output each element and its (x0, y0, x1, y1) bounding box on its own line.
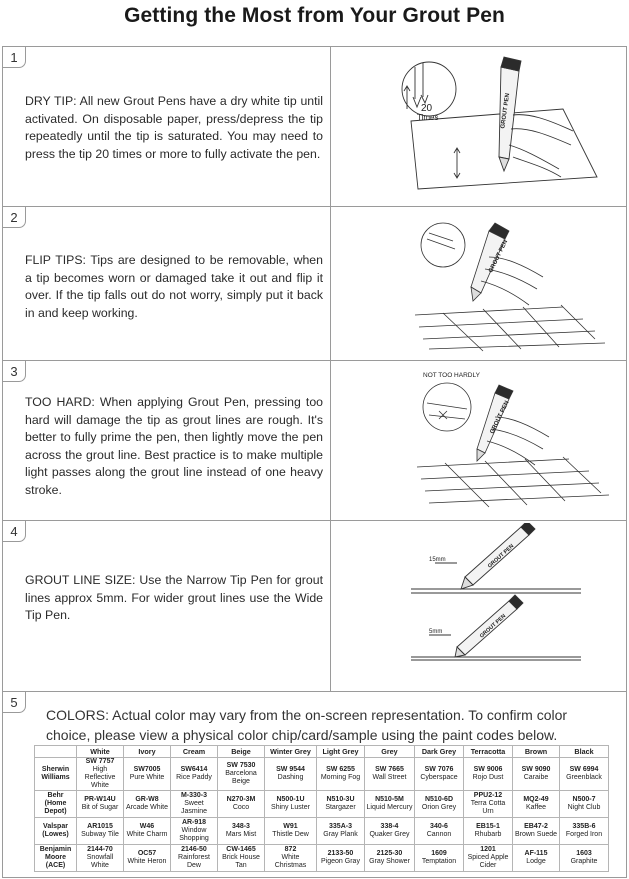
paint-code-cell (77, 758, 124, 791)
paint-code-cell (218, 758, 265, 791)
paint-color-name: Subway Tile (81, 831, 119, 838)
paint-code: N270-3M (226, 796, 256, 803)
paint-code-cell (265, 758, 317, 791)
press-unit: Times (417, 113, 439, 122)
paint-code: PR-W14U (84, 796, 116, 803)
narrow-size-label: 5mm (429, 629, 443, 635)
paint-code-cell (124, 845, 171, 872)
pen-label: GROUT PEN (489, 400, 511, 435)
paint-color-name: Window Shopping (179, 827, 209, 842)
paint-code: SW 7530 (226, 762, 256, 769)
table-row (35, 818, 609, 845)
paint-code: SW 6255 (326, 766, 355, 773)
table-row (35, 758, 609, 791)
paint-code-cell (365, 758, 415, 791)
paint-color-name: Stargazer (325, 804, 356, 811)
paint-color-name: White Heron (127, 858, 167, 865)
paint-code: N500-1U (276, 796, 305, 803)
paint-code: AR1015 (87, 823, 113, 830)
paint-color-name: Lodge (526, 858, 546, 865)
paint-code-cell (77, 818, 124, 845)
column-header: Cream (171, 746, 218, 758)
paint-code-cell (513, 758, 560, 791)
column-header: Terracotta (464, 746, 513, 758)
paint-color-name: Graphite (570, 858, 598, 865)
paint-color-name: Brick House Tan (222, 854, 260, 869)
paint-code: AR-918 (181, 819, 207, 826)
paint-code-cell (317, 791, 365, 818)
paint-code-cell (77, 791, 124, 818)
paint-code-cell (415, 791, 464, 818)
paint-code-cell (124, 818, 171, 845)
paint-code-cell (317, 845, 365, 872)
paint-code: 1603 (576, 850, 592, 857)
paint-code-cell (171, 818, 218, 845)
paint-code-cell (317, 758, 365, 791)
paint-code-cell (513, 791, 560, 818)
paint-color-name: Pigeon Gray (321, 858, 360, 865)
paint-code: N500-7 (572, 796, 596, 803)
column-header: Dark Grey (415, 746, 464, 758)
paint-color-name: Gray Shower (369, 858, 410, 865)
brand-name-cell: Valspar (Lowes) (35, 818, 77, 845)
paint-code: 338-4 (380, 823, 399, 830)
paint-code-cell (124, 791, 171, 818)
wide-size-label: 15mm (429, 557, 446, 563)
section-divider (330, 207, 331, 360)
paint-code-cell (464, 845, 513, 872)
section-flip-tips (2, 206, 627, 361)
paint-code: W46 (139, 823, 155, 830)
section-grout-line-size (2, 520, 627, 692)
step-number: 1 (2, 46, 26, 68)
paint-color-name: Arcade White (125, 804, 169, 811)
paint-code: SW 7665 (375, 766, 404, 773)
paint-code-cell (415, 845, 464, 872)
paint-color-name: Rainforest Dew (178, 854, 210, 869)
paint-color-name: High Reflective White (84, 766, 116, 789)
paint-code: 1201 (480, 846, 496, 853)
section-dry-tip (2, 46, 627, 207)
paint-code-cell (218, 818, 265, 845)
pen-label: GROUT PEN (478, 613, 508, 640)
section-text: DRY TIP: All new Grout Pens have a dry white tip until activated. On disposable paper, press/depress the tip repeatedly until the tip is saturated. You may need to press the tip 20 times or more to fully activate the pen. (25, 94, 323, 161)
column-header: White (77, 746, 124, 758)
paint-code: M-330-3 (180, 792, 208, 799)
pen-label: GROUT PEN (488, 239, 510, 274)
paint-color-name: Bit of Sugar (81, 804, 119, 811)
flip-tips-illustration (333, 209, 625, 359)
paint-code: SW7005 (133, 766, 161, 773)
step-number: 4 (2, 520, 26, 542)
paint-code: 340-6 (430, 823, 448, 830)
paint-code-cell (218, 791, 265, 818)
step-number: 5 (2, 691, 26, 713)
section-text: TOO HARD: When applying Grout Pen, pressing too hard will damage the tip as grout lines are rough. It's better to fully prime the pen, then lightly move the pen across the grout line. Best practice is to make multiple light passes along the grout line instead of one heavy stroke. (25, 395, 323, 497)
paint-code-cell (513, 845, 560, 872)
column-header: Ivory (124, 746, 171, 758)
paint-code-cell (124, 758, 171, 791)
paint-code-cell (464, 791, 513, 818)
paint-color-name: Sweet Jasmine (180, 800, 208, 815)
brand-name-cell: Sherwin Williams (35, 758, 77, 791)
column-header: Black (560, 746, 609, 758)
column-header: Grey (365, 746, 415, 758)
paint-color-name: Rhubarb (474, 831, 502, 838)
paint-code: 335A-3 (329, 823, 352, 830)
paint-code-cell (171, 791, 218, 818)
paint-code-cell (365, 818, 415, 845)
paint-color-name: White Christmas (274, 854, 307, 869)
section-divider (330, 361, 331, 520)
paint-color-name: Terra Cotta Urn (470, 800, 506, 815)
paint-code-table (34, 745, 609, 872)
paint-code-cell (415, 758, 464, 791)
paint-color-name: Kaffee (525, 804, 547, 811)
paint-code: EB15-1 (476, 823, 500, 830)
paint-color-name: Shiny Luster (271, 804, 310, 811)
paint-code: 872 (284, 846, 297, 853)
section-too-hard (2, 360, 627, 521)
step-number: 3 (2, 360, 26, 382)
too-hard-illustration (333, 363, 625, 519)
section-divider (330, 47, 331, 206)
paint-code: 2146-50 (181, 846, 207, 853)
paint-code: 2125-30 (376, 850, 403, 857)
column-header: Brown (513, 746, 560, 758)
paint-color-name: Forged Iron (565, 831, 603, 838)
paint-code: N510-3U (326, 796, 355, 803)
paint-code-cell (560, 818, 609, 845)
paint-color-name: Dashing (277, 774, 304, 781)
paint-code-cell (560, 845, 609, 872)
paint-code-cell (365, 845, 415, 872)
paint-code: PPU2-12 (473, 792, 503, 799)
paint-code-cell (513, 818, 560, 845)
brand-name-cell: Benjamin Moore (ACE) (35, 845, 77, 872)
colors-text: COLORS: Actual color may vary from the on-screen representation. To confirm color choice, please view a physical color chip/card/sample using the paint codes below. (46, 707, 568, 743)
paint-code-cell (218, 845, 265, 872)
paint-code-cell (464, 758, 513, 791)
paint-code-cell (365, 791, 415, 818)
paint-color-name: Snowfall White (86, 854, 114, 869)
paint-code-cell (317, 818, 365, 845)
section-text: FLIP TIPS: Tips are designed to be removable, when a tip becomes worn or damaged take it out and flip it over. If the tip falls out do not worry, simply put it back in and keep working. (25, 253, 323, 320)
paint-code: SW 7757 (85, 758, 115, 765)
paint-color-name: Gray Plank (323, 831, 358, 838)
paint-color-name: Rice Paddy (176, 774, 212, 781)
paint-code: MQ2-49 (523, 796, 549, 803)
paint-color-name: Quaker Grey (369, 831, 410, 838)
paint-code-cell (560, 758, 609, 791)
paint-code: EB47-2 (524, 823, 548, 830)
paint-code-cell (560, 791, 609, 818)
paint-color-name: Liquid Mercury (366, 804, 413, 811)
paint-code-cell (265, 791, 317, 818)
warning-label: NOT TOO HARDLY (423, 372, 480, 379)
column-header: Winter Grey (265, 746, 317, 758)
paint-color-name: Cannon (426, 831, 452, 838)
section-text: GROUT LINE SIZE: Use the Narrow Tip Pen for grout lines approx 5mm. For wider grout lines use the Wide Tip Pen. (25, 573, 323, 623)
paint-color-name: Night Club (567, 804, 601, 811)
pen-label: GROUT PEN (486, 543, 516, 570)
column-header: Beige (218, 746, 265, 758)
paint-code-cell (171, 758, 218, 791)
paint-color-name: Morning Fog (320, 774, 361, 781)
paint-code-cell (265, 818, 317, 845)
paint-code: 1609 (431, 850, 447, 857)
paint-code: N510-5M (375, 796, 404, 803)
paint-color-name: Mars Mist (225, 831, 257, 838)
paint-color-name: White Charm (126, 831, 168, 838)
paint-code: SW 9090 (521, 766, 551, 773)
paint-color-name: Orion Grey (421, 804, 457, 811)
paint-code: SW6414 (180, 766, 208, 773)
paint-code-cell (77, 845, 124, 872)
pen-label: GROUT PEN (500, 92, 512, 130)
paint-code: GR-W8 (135, 796, 159, 803)
paint-color-name: Rojo Dust (472, 774, 504, 781)
paint-code: 2133-50 (327, 850, 354, 857)
paint-code: 348-3 (232, 823, 250, 830)
paint-code: 335B-6 (572, 823, 596, 830)
table-header-row (35, 746, 609, 758)
brand-name-cell: Behr (Home Depot) (35, 791, 77, 818)
page-title: Getting the Most from Your Grout Pen (124, 4, 505, 27)
paint-color-name: Thistle Dew (272, 831, 309, 838)
paint-code: W91 (283, 823, 298, 830)
paint-code-cell (464, 818, 513, 845)
paint-code-cell (265, 845, 317, 872)
paint-color-name: Coco (232, 804, 250, 811)
paint-code-cell (171, 845, 218, 872)
section-divider (330, 521, 331, 691)
paint-code: AF-115 (524, 850, 548, 857)
dry-tip-illustration (333, 49, 625, 205)
column-header: Light Grey (317, 746, 365, 758)
paint-color-name: Spiced Apple Cider (467, 854, 509, 869)
paint-code: N510-6D (424, 796, 453, 803)
table-row (35, 791, 609, 818)
paint-code: SW 9006 (473, 766, 503, 773)
paint-code: SW 6994 (569, 766, 599, 773)
paint-color-name: Greenblack (566, 774, 602, 781)
paint-code-cell (415, 818, 464, 845)
section-colors (2, 691, 627, 878)
step-number: 2 (2, 206, 26, 228)
table-corner-cell (35, 746, 77, 758)
paint-color-name: Temptation (421, 858, 457, 865)
table-row (35, 845, 609, 872)
press-count: 20 (421, 103, 433, 114)
paint-color-name: Cyberspace (420, 774, 458, 781)
grout-size-illustration (333, 523, 625, 691)
paint-color-name: Barcelona Beige (225, 770, 257, 785)
paint-code: OC57 (137, 850, 157, 857)
paint-code: CW-1465 (226, 846, 256, 853)
paint-color-name: Wall Street (372, 774, 407, 781)
paint-code: 2144-70 (87, 846, 113, 853)
paint-code: SW 7076 (424, 766, 454, 773)
paint-color-name: Brown Suede (514, 831, 558, 838)
paint-color-name: Pure White (129, 774, 165, 781)
paint-code: SW 9544 (276, 766, 305, 773)
paint-color-name: Caraibe (523, 774, 549, 781)
